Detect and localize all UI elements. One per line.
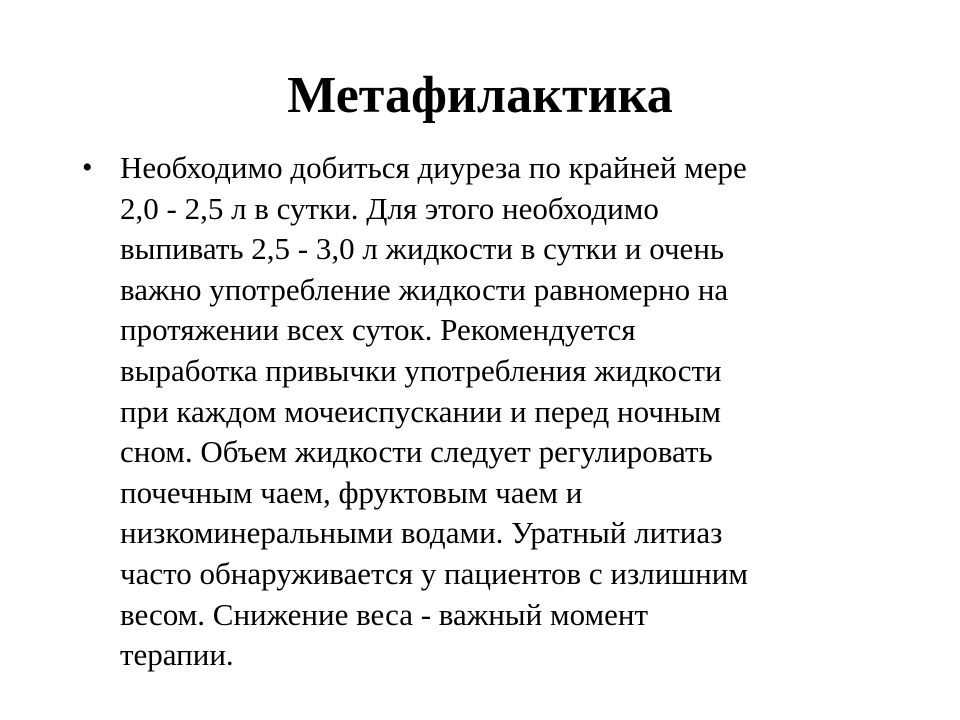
text-line: низкоминеральными водами. Уратный литиаз [120,515,723,551]
bullet-dot-icon: • [82,151,93,184]
bullet-item [82,148,882,676]
text-line: важно употребление жидкости равномерно на [120,271,729,307]
bullet-list [82,148,882,676]
text-line: часто обнаруживается у пациентов с излишним [120,555,748,591]
bullet-text [120,148,882,676]
text-line: весом. Снижение веса - важный момент [120,596,648,632]
text-line: сном. Объем жидкости следует регулировать [120,434,713,470]
text-line: протяжении всех суток. Рекомендуется [120,312,636,348]
text-line: почечным чаем, фруктовым чаем и [120,474,583,510]
text-line: 2,0 - 2,5 л в сутки. Для этого необходимо [120,190,659,226]
slide-title: Метафилактика [287,67,673,124]
text-line: выпивать 2,5 - 3,0 л жидкости в сутки и очень [120,231,725,267]
text-line: выработка привычки употребления жидкости [120,352,722,388]
text-line: терапии. [120,637,234,673]
text-line: Необходимо добиться диуреза по крайней мере [120,150,747,185]
text-line: при каждом мочеиспускании и перед ночным [120,393,721,429]
